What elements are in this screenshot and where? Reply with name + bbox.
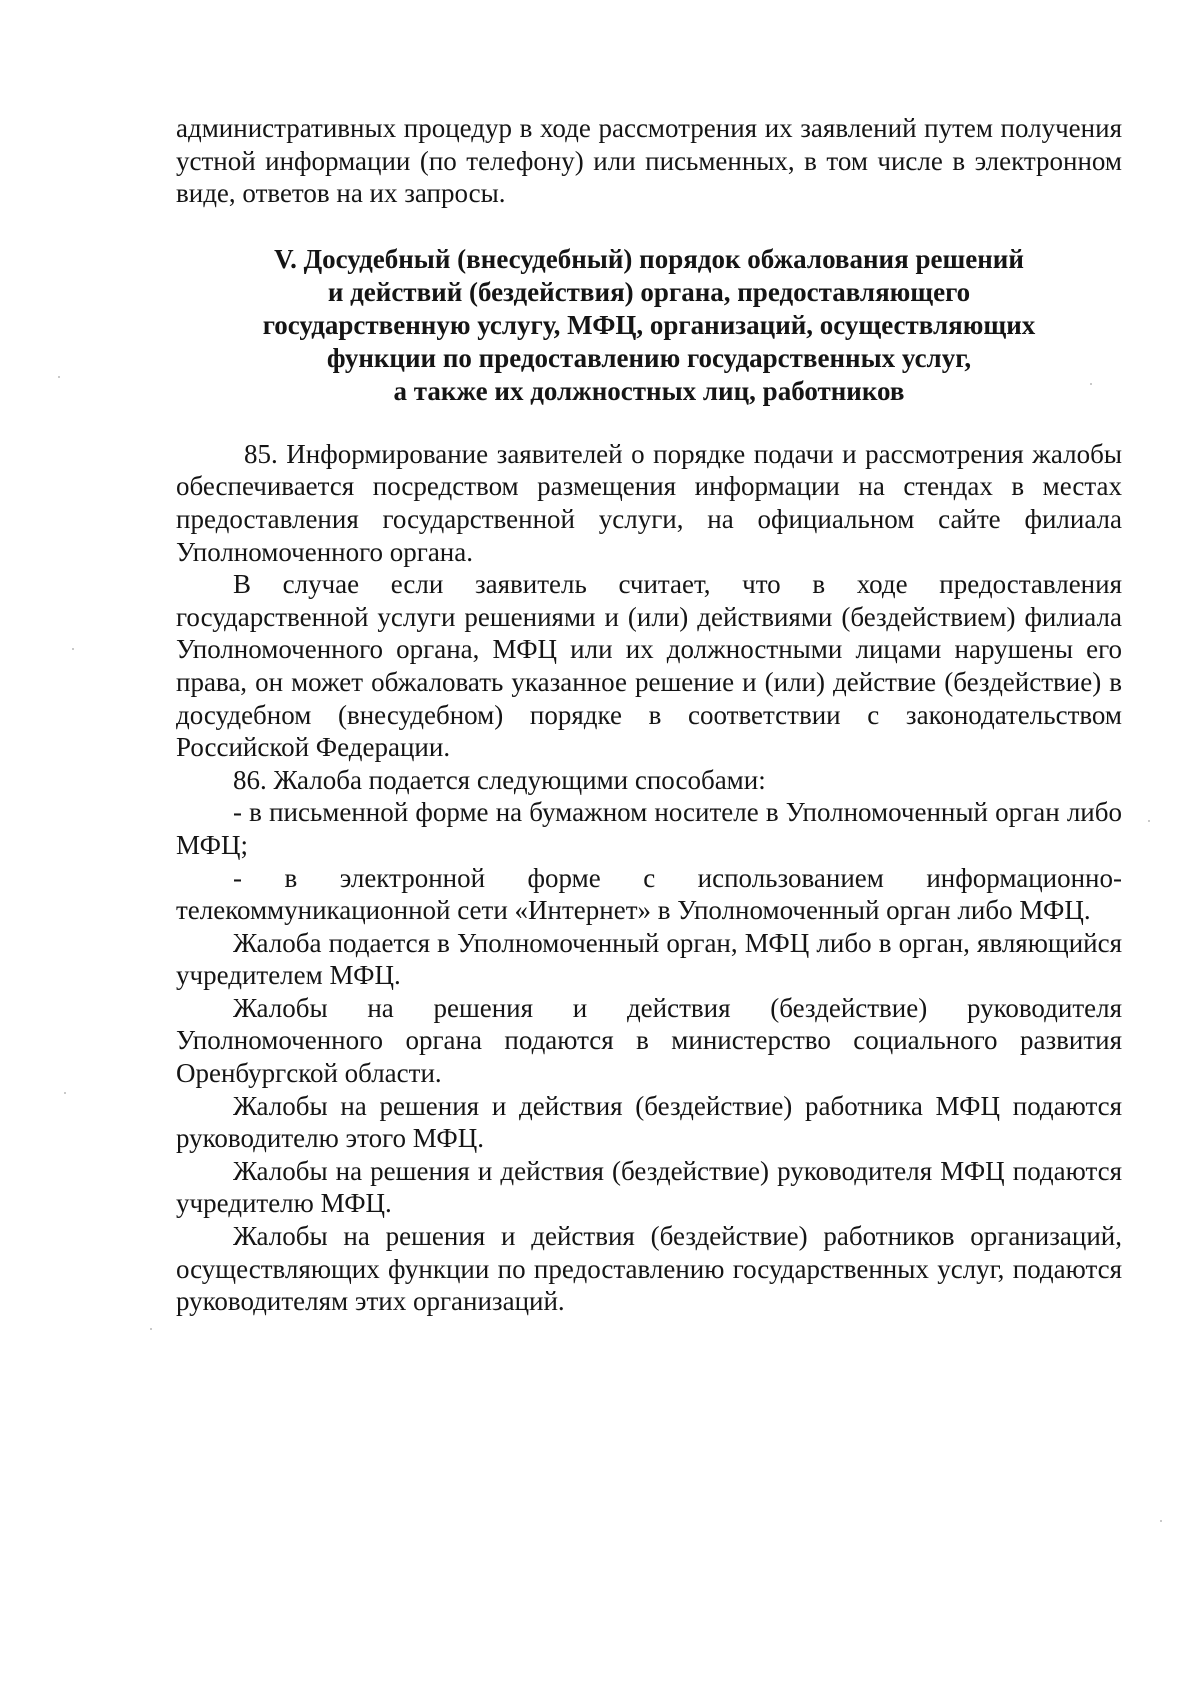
scan-speck bbox=[72, 648, 74, 650]
section-heading bbox=[176, 243, 1122, 408]
scan-speck bbox=[150, 1328, 152, 1330]
paragraph-organizations: Жалобы на решения и действия (бездействие) работников организаций, осуществляющих функции по предоставлению государственных услуг, подаются руководителям этих организаций. bbox=[176, 1221, 1122, 1317]
heading-line: а также их должностных лиц, работников bbox=[393, 375, 905, 406]
list-item-paper: - в письменной форме на бумажном носителе в Уполномоченный орган либо МФЦ; bbox=[176, 797, 1122, 860]
paragraph-85-rights: В случае если заявитель считает, что в ходе предоставления государственной услуги решениями и (или) действиями (бездействием) филиала Уполномоченного органа, МФЦ или их должностными лицами нарушены его права, он может обжаловать указанное решение и (или) действие (бездействие) в досудебном (внесудебном) порядке в соответствии с законодательством Российской Федерации. bbox=[176, 569, 1122, 763]
heading-line: и действий (бездействия) органа, предоставляющего bbox=[327, 276, 971, 307]
heading-line: государственную услугу, МФЦ, организаций, осуществляющих bbox=[262, 309, 1036, 340]
paragraph-submit: Жалоба подается в Уполномоченный орган, МФЦ либо в орган, являющийся учредителем МФЦ. bbox=[176, 927, 1122, 991]
paragraph-85: 85. Информирование заявителей о порядке подачи и рассмотрения жалобы обеспечивается посредством размещения информации на стендах в местах предоставления государственной услуги, на официальном сайте филиала Уполномоченного органа. bbox=[176, 438, 1122, 567]
list-item-electronic: - в электронной форме с использованием информационно-телекоммуникационной сети «Интернет» в Уполномоченный орган либо МФЦ. bbox=[176, 862, 1122, 926]
heading-line: V. Досудебный (внесудебный) порядок обжалования решений bbox=[274, 243, 1024, 274]
paragraph-mfc-worker: Жалобы на решения и действия (бездействие) работника МФЦ подаются руководителю этого МФЦ. bbox=[176, 1090, 1122, 1154]
paragraph-head-complaints: Жалобы на решения и действия (бездействие) руководителя Уполномоченного органа подаются в министерство социального развития Оренбургской области. bbox=[176, 992, 1122, 1089]
scan-speck bbox=[1148, 820, 1150, 822]
heading-line: функции по предоставлению государственных услуг, bbox=[326, 342, 972, 373]
scan-speck bbox=[1160, 1520, 1162, 1522]
document-body bbox=[176, 112, 1122, 1318]
scan-speck bbox=[1090, 383, 1092, 385]
scan-speck bbox=[58, 376, 60, 378]
intro-paragraph: административных процедур в ходе рассмотрения их заявлений путем получения устной информации (по телефону) или письменных, в том числе в электронном виде, ответов на их запросы. bbox=[176, 113, 1122, 209]
scan-speck bbox=[64, 1092, 66, 1094]
paragraph-mfc-head: Жалобы на решения и действия (бездействие) руководителя МФЦ подаются учредителю МФЦ. bbox=[176, 1155, 1122, 1219]
paragraph-86: 86. Жалоба подается следующими способами: bbox=[233, 764, 766, 795]
